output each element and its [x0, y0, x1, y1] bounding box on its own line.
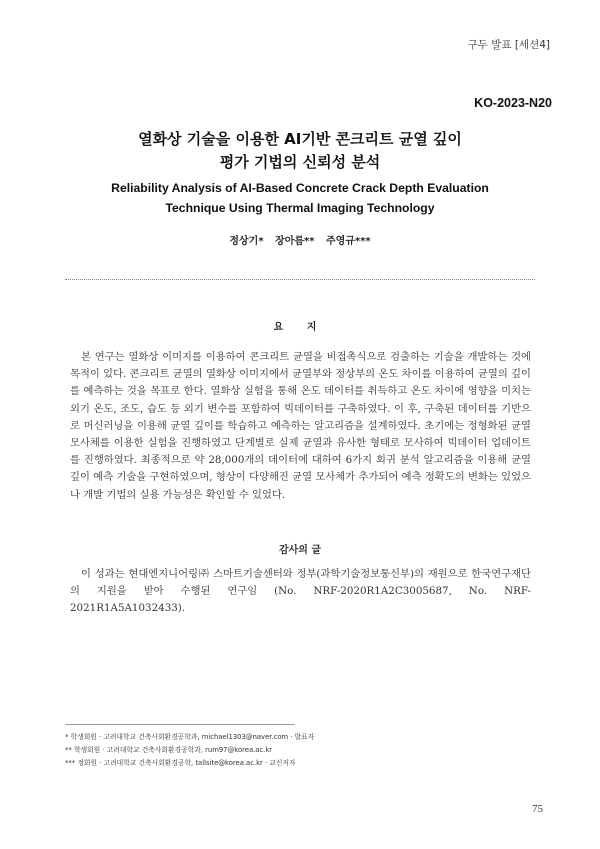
author-list [0, 232, 600, 247]
abstract-text: 본 연구는 열화상 이미지를 이용하여 콘크리트 균열을 비접촉식으로 검출하는 기술을 개발하는 것에 목적이 있다. 콘크리트 균열의 열화상 이미지에서 균열부와 정상부의 온도 차이를 이용하여 균열의 깊이를 예측하는 것을 목표로 한다. 열화상 실험을 통해 온도 데이터를 취득하고 온도 차이에 영향을 미치는 외기 온도, 조도, 습도 등 외기 변수를 포함하여 빅데이터를 구축하였다. 이 후, 구축된 데이터를 기반으로 머신러닝을 이용해 균열 깊이를 학습하고 예측하는 알고리즘을 설계하였다. 초기에는 정형화된 균열 모사체를 이용한 실험을 진행하였고 단계별로 실제 균열과 유사한 형태로 모사하여 빅데이터 업데이트를 진행하였다. 최종적으로 약 28,000개의 데이터에 대하여 6가지 회귀 분석 알고리즘을 이용해 균열 깊이 예측 기술을 구현하였으며, 형상이 다양해진 균열 모사체가 추가되어 예측 정확도의 변화는 있었으나 개발 기법의 실용 가능성은 확인할 수 있었다. [70, 351, 531, 501]
english-title [0, 178, 600, 218]
session-label: 구두 발표 [세션4] [467, 39, 550, 51]
author-2: 장아름** [275, 236, 315, 247]
author-1: 정상기* [229, 236, 264, 247]
footnotes [65, 731, 314, 769]
footnote-3: *** 정회원 · 고려대학교 건축사회환경공학, tallsite@korea.ac.kr · 교신저자 [65, 758, 296, 767]
acknowledgement-text: 이 성과는 현대엔지니어링㈜ 스마트기술센터와 정부(과학기술정보통신부)의 재원으로 한국연구재단의 지원을 받아 수행된 연구임 (No. NRF-2020R1A2C3005687, No. NRF-2021R1A5A1032433). [70, 568, 531, 615]
english-title-line-2: Technique Using Thermal Imaging Technology [165, 201, 435, 215]
english-title-line-1: Reliability Analysis of AI-Based Concrete Crack Depth Evaluation [111, 181, 489, 195]
footnote-1: * 학생회원 · 고려대학교 건축사회환경공학과, michael1303@naver.com · 발표자 [65, 733, 315, 741]
page-number: 75 [532, 803, 543, 815]
acknowledgement-heading: 감사의 글 [278, 545, 322, 556]
paper-code: KO-2023-N20 [474, 96, 552, 110]
footnote-2: ** 학생회원 · 고려대학교 건축사회환경공학과, rum97@korea.ac.kr [65, 745, 273, 754]
footnote-rule [65, 724, 295, 725]
abstract-heading: 요 지 [273, 322, 327, 333]
korean-title-line-1: 열화상 기술을 이용한 AI기반 콘크리트 균열 깊이 [138, 130, 462, 148]
korean-title-line-2: 평가 기법의 신뢰성 분석 [219, 153, 381, 171]
korean-title [0, 128, 600, 174]
section-divider [65, 279, 535, 280]
author-3: 주영규*** [325, 236, 371, 247]
